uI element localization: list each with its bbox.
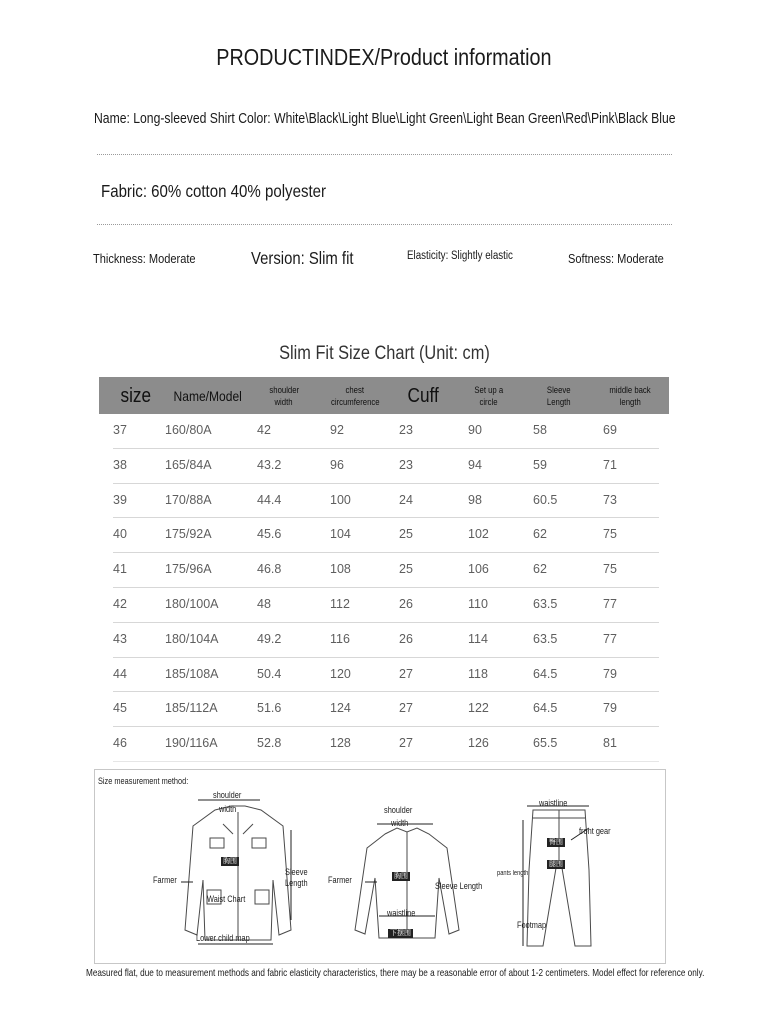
thickness-attribute: Thickness: Moderate xyxy=(93,251,196,266)
table-cell: 48 xyxy=(257,596,271,611)
jacket-waist-label: Waist Chart xyxy=(207,894,246,904)
table-cell: 65.5 xyxy=(533,736,558,751)
table-cell: 64.5 xyxy=(533,666,558,681)
product-name-colors: Name: Long-sleeved Shirt Color: White\Black\Light Blue\Light Green\Light Bean Green\Red\Pink\Black Blue xyxy=(94,111,676,127)
table-cell: 52.8 xyxy=(257,736,282,751)
header-size: size xyxy=(120,384,152,407)
table-cell: 102 xyxy=(468,527,489,542)
table-cell: 81 xyxy=(603,736,617,751)
table-cell: 92 xyxy=(330,423,344,437)
table-cell: 185/108A xyxy=(165,666,219,681)
shirt-width-label: width xyxy=(391,818,409,828)
table-cell: 62 xyxy=(533,562,547,577)
table-cell: 77 xyxy=(603,596,617,611)
table-row xyxy=(113,727,659,762)
table-cell: 114 xyxy=(468,631,488,646)
table-cell: 42 xyxy=(257,423,271,437)
softness-attribute: Softness: Moderate xyxy=(568,251,664,266)
table-cell: 128 xyxy=(330,736,351,751)
table-cell: 175/96A xyxy=(165,562,212,577)
table-cell: 50.4 xyxy=(257,666,282,681)
table-cell: 39 xyxy=(113,492,127,507)
disclaimer-footnote: Measured flat, due to measurement methods and fabric elasticity characteristics, there may be a reasonable error of about 1-2 centimeters. Model effect for reference only. xyxy=(86,967,705,979)
table-row xyxy=(113,484,659,519)
measurement-diagram xyxy=(94,769,666,964)
table-cell: 58 xyxy=(533,423,547,437)
table-cell: 25 xyxy=(399,562,413,577)
table-cell: 45 xyxy=(113,701,127,716)
jacket-length-label: Length xyxy=(285,878,308,888)
header-shoulder-width: shoulder width xyxy=(269,384,299,407)
table-cell: 71 xyxy=(603,457,617,472)
table-cell: 64.5 xyxy=(533,701,558,716)
table-cell: 26 xyxy=(399,596,413,611)
measurement-heading: Size measurement method: xyxy=(98,776,189,786)
garment-illustrations xyxy=(95,770,665,963)
table-cell: 120 xyxy=(330,666,351,681)
table-row xyxy=(113,692,659,727)
table-cell: 118 xyxy=(468,666,488,681)
table-cell: 27 xyxy=(399,736,413,751)
pants-waistline-label: waistline xyxy=(539,798,568,808)
shirt-farmer-label: Farmer xyxy=(328,875,352,885)
table-cell: 126 xyxy=(468,736,489,751)
table-cell: 96 xyxy=(330,457,344,472)
elasticity-attribute: Elasticity: Slightly elastic xyxy=(407,250,513,262)
table-cell: 25 xyxy=(399,527,413,542)
table-cell: 180/100A xyxy=(165,596,219,611)
table-cell: 79 xyxy=(603,666,617,681)
pants-foot-label: Footmap xyxy=(517,920,547,930)
divider xyxy=(97,154,672,155)
header-cuff: Cuff xyxy=(407,384,439,407)
size-table-header xyxy=(99,377,669,414)
table-row xyxy=(113,658,659,693)
jacket-lower-label: Lower child map xyxy=(196,933,250,943)
table-cell: 63.5 xyxy=(533,631,558,646)
shirt-sleeve-length-label: Sleeve Length xyxy=(435,881,483,891)
table-cell: 43 xyxy=(113,631,127,646)
table-cell: 59 xyxy=(533,457,547,472)
shirt-hem-tag: 下摆围 xyxy=(390,930,411,937)
pants-hip-tag: 臀围 xyxy=(549,839,563,846)
header-chest: chest circumference xyxy=(330,384,380,407)
table-cell: 108 xyxy=(330,562,351,577)
jacket-illustration xyxy=(181,800,291,944)
shirt-shoulder-label: shoulder xyxy=(384,805,413,815)
table-cell: 124 xyxy=(330,701,351,716)
table-row xyxy=(113,623,659,658)
table-row xyxy=(113,449,659,484)
table-cell: 90 xyxy=(468,423,482,437)
size-chart-title: Slim Fit Size Chart (Unit: cm) xyxy=(278,343,490,364)
table-cell: 116 xyxy=(330,631,350,646)
table-cell: 98 xyxy=(468,492,482,507)
table-cell: 190/116A xyxy=(165,736,218,751)
jacket-sleeve-label: Sleeve xyxy=(285,867,308,877)
table-cell: 26 xyxy=(399,631,413,646)
table-cell: 23 xyxy=(399,423,413,437)
table-cell: 42 xyxy=(113,596,127,611)
header-name-model: Name/Model xyxy=(173,387,243,404)
table-cell: 45.6 xyxy=(257,527,282,542)
table-row xyxy=(113,588,659,623)
table-row xyxy=(113,414,659,449)
table-cell: 63.5 xyxy=(533,596,558,611)
table-cell: 44 xyxy=(113,666,127,681)
shirt-waistline-label: waistline xyxy=(387,908,416,918)
pants-thigh-tag: 腿围 xyxy=(549,861,563,868)
table-cell: 122 xyxy=(468,701,489,716)
table-cell: 38 xyxy=(113,457,127,472)
header-set-up-circle: Set up a circle xyxy=(474,384,504,407)
header-back-length: middle back length xyxy=(609,384,651,407)
table-cell: 46.8 xyxy=(257,562,282,577)
table-cell: 60.5 xyxy=(533,492,558,507)
jacket-chest-tag: 胸围 xyxy=(223,858,237,865)
table-cell: 37 xyxy=(113,423,127,437)
table-cell: 160/80A xyxy=(165,423,212,437)
table-cell: 180/104A xyxy=(165,631,219,646)
table-row xyxy=(113,553,659,588)
size-table-body xyxy=(99,414,669,762)
pants-length-label: pants length xyxy=(497,870,529,877)
header-sleeve-length: Sleeve Length xyxy=(547,384,571,407)
page-title: PRODUCTINDEX/Product information xyxy=(216,44,552,70)
table-cell: 51.6 xyxy=(257,701,282,716)
table-cell: 100 xyxy=(330,492,351,507)
table-cell: 41 xyxy=(113,562,127,577)
table-cell: 106 xyxy=(468,562,489,577)
size-table xyxy=(99,377,669,762)
table-cell: 104 xyxy=(330,527,351,542)
version-attribute: Version: Slim fit xyxy=(251,248,354,268)
table-cell: 43.2 xyxy=(257,457,282,472)
jacket-farmer-label: Farmer xyxy=(153,875,177,885)
table-cell: 112 xyxy=(330,596,350,611)
table-cell: 185/112A xyxy=(165,701,218,716)
table-cell: 94 xyxy=(468,457,482,472)
table-cell: 77 xyxy=(603,631,617,646)
table-cell: 110 xyxy=(468,596,488,611)
divider xyxy=(97,224,672,225)
table-cell: 170/88A xyxy=(165,492,212,507)
fabric-info: Fabric: 60% cotton 40% polyester xyxy=(101,181,327,201)
table-cell: 62 xyxy=(533,527,547,542)
table-cell: 23 xyxy=(399,457,413,472)
table-cell: 175/92A xyxy=(165,527,212,542)
table-row xyxy=(113,518,659,553)
table-cell: 49.2 xyxy=(257,631,282,646)
jacket-width-label: width xyxy=(219,804,237,814)
table-cell: 75 xyxy=(603,527,617,542)
pants-front-gear-label: front gear xyxy=(579,826,611,836)
table-cell: 40 xyxy=(113,527,127,542)
table-cell: 73 xyxy=(603,492,617,507)
table-cell: 27 xyxy=(399,701,413,716)
table-cell: 75 xyxy=(603,562,617,577)
table-cell: 27 xyxy=(399,666,413,681)
table-cell: 24 xyxy=(399,492,413,507)
jacket-shoulder-label: shoulder xyxy=(213,790,242,800)
table-cell: 46 xyxy=(113,736,127,751)
table-cell: 69 xyxy=(603,423,617,437)
shirt-chest-tag: 胸围 xyxy=(394,873,408,880)
table-cell: 165/84A xyxy=(165,457,212,472)
table-cell: 79 xyxy=(603,701,617,716)
table-cell: 44.4 xyxy=(257,492,282,507)
